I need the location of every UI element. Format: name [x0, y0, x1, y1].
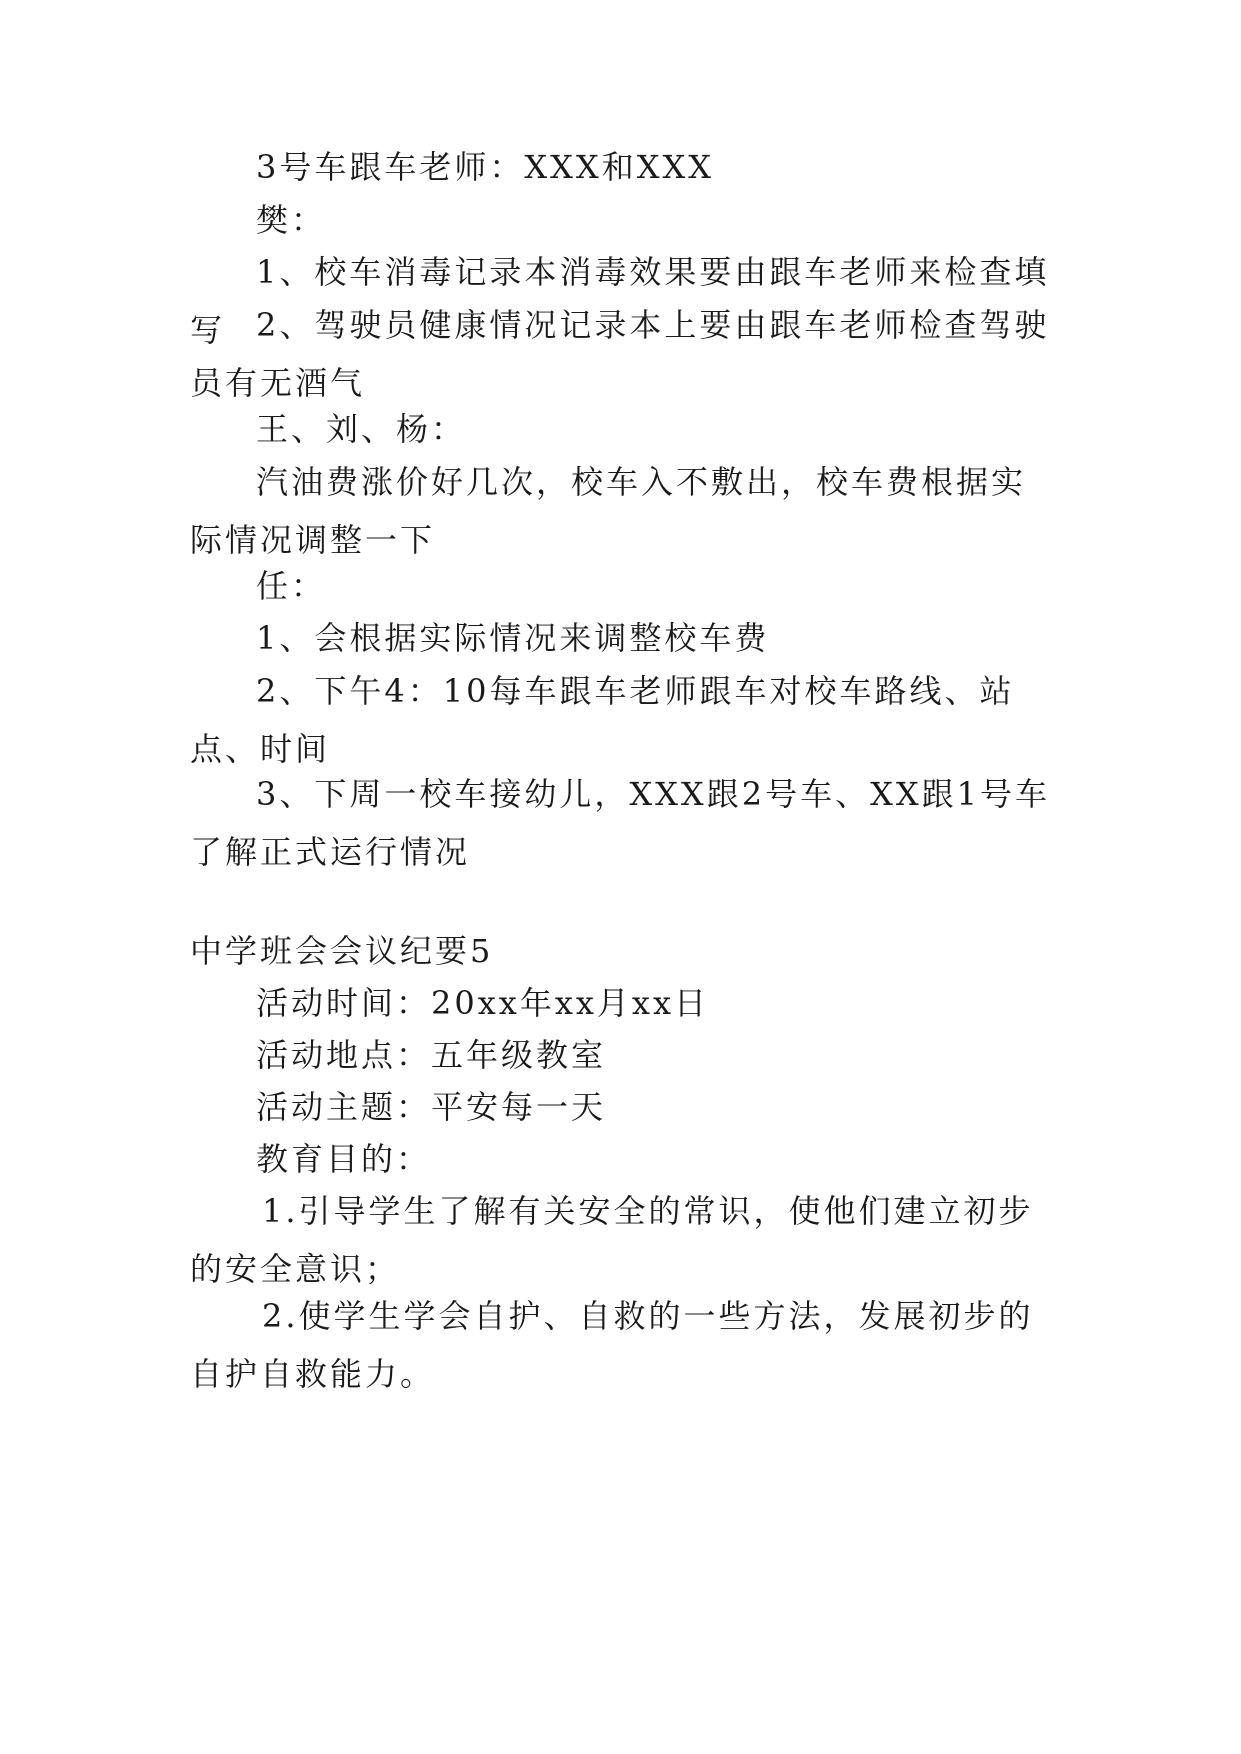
wly-remark: 汽油费涨价好几次，校车入不敷出，校车费根据实际情况调整一下 — [190, 463, 1027, 559]
goals-heading: 教育目的： — [256, 1140, 432, 1178]
speaker-wang-liu-yang: 王、刘、杨： — [256, 410, 467, 448]
ren-item-1: 1、会根据实际情况来调整校车费 — [256, 619, 770, 657]
fan-item-2: 2、驾驶员健康情况记录本上要由跟车老师检查驾驶员有无酒气 — [190, 306, 1050, 402]
activity-place: 活动地点：五年级教室 — [256, 1036, 607, 1074]
ren-item-3: 3、下周一校车接幼儿，XXX跟2号车、XX跟1号车了解正式运行情况 — [190, 775, 1050, 871]
speaker-ren: 任： — [256, 567, 327, 605]
activity-theme: 活动主题：平安每一天 — [256, 1088, 607, 1126]
speaker-fan: 樊： — [256, 201, 327, 239]
goal-2: 2.使学生学会自护、自救的一些方法，发展初步的自护自救能力。 — [190, 1297, 1034, 1393]
ren-item-2: 2、下午4：10每车跟车老师跟车对校车路线、站点、时间 — [190, 672, 1015, 768]
goal-1: 1.引导学生了解有关安全的常识，使他们建立初步的安全意识； — [190, 1192, 1034, 1288]
section-title: 中学班会会议纪要5 — [190, 932, 494, 970]
fan-item-1: 1、校车消毒记录本消毒效果要由跟车老师来检查填写 — [190, 253, 1050, 349]
bus3-teachers-line: 3号车跟车老师：XXX和XXX — [256, 148, 715, 186]
activity-time: 活动时间：20xx年xx月xx日 — [256, 984, 710, 1022]
